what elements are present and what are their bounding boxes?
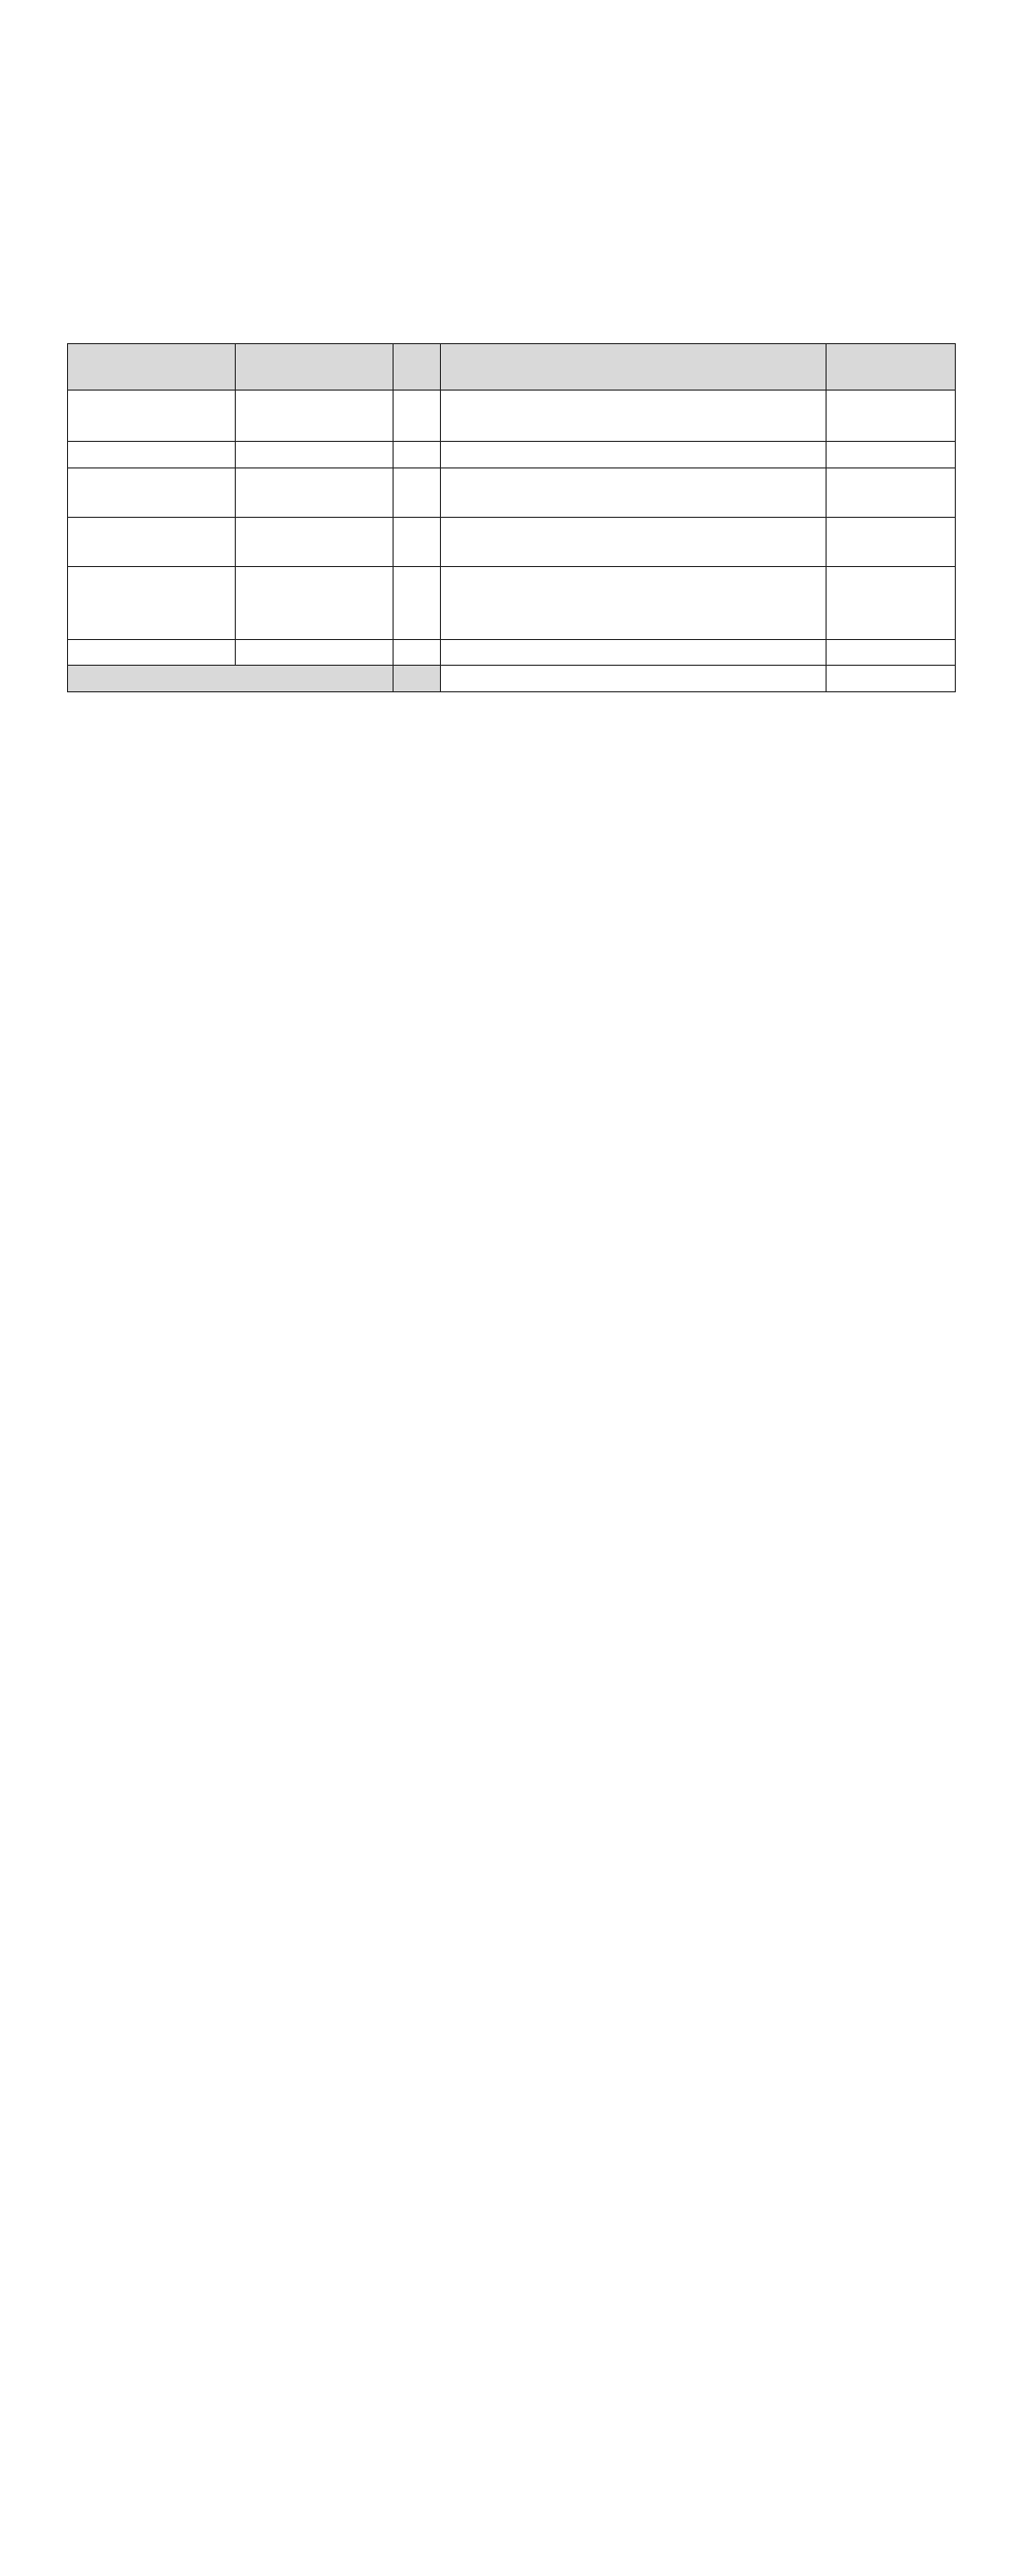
cell-note	[827, 391, 956, 442]
cell-dept	[68, 442, 236, 468]
recruit-note-1	[67, 712, 75, 730]
cell-qual	[440, 640, 827, 666]
table-row	[68, 518, 956, 567]
col-qual-header	[440, 344, 827, 391]
cell-dept	[68, 567, 236, 640]
cell-major	[235, 442, 393, 468]
table-row	[68, 468, 956, 518]
cell-qual	[440, 567, 827, 640]
cell-count	[393, 442, 440, 468]
cell-qual	[440, 442, 827, 468]
table-row	[68, 391, 956, 442]
recruit-table	[67, 343, 956, 692]
final-docs-row	[55, 1079, 948, 1105]
total-empty	[440, 666, 827, 692]
cell-qual	[440, 391, 827, 442]
cell-count	[393, 567, 440, 640]
cell-note	[827, 468, 956, 518]
cell-count	[393, 391, 440, 442]
cell-major	[235, 640, 393, 666]
total-count	[393, 666, 440, 692]
cell-count	[393, 640, 440, 666]
total-label	[68, 666, 394, 692]
cell-dept	[68, 468, 236, 518]
col-major-header	[235, 344, 393, 391]
total-empty	[827, 666, 956, 692]
cell-count	[393, 518, 440, 567]
table-row	[68, 442, 956, 468]
cell-dept	[68, 391, 236, 442]
table-total-row	[68, 666, 956, 692]
cell-count	[393, 468, 440, 518]
cell-major	[235, 567, 393, 640]
cell-qual	[440, 468, 827, 518]
cell-note	[827, 640, 956, 666]
table-header-row	[68, 344, 956, 391]
col-count-header	[393, 344, 440, 391]
col-note-header	[827, 344, 956, 391]
cell-note	[827, 442, 956, 468]
table-row	[68, 640, 956, 666]
cell-dept	[68, 518, 236, 567]
cell-major	[235, 518, 393, 567]
cell-major	[235, 468, 393, 518]
cell-note	[827, 567, 956, 640]
table-row	[68, 567, 956, 640]
col-dept-header	[68, 344, 236, 391]
cell-qual	[440, 518, 827, 567]
cell-major	[235, 391, 393, 442]
cell-note	[827, 518, 956, 567]
cell-dept	[68, 640, 236, 666]
